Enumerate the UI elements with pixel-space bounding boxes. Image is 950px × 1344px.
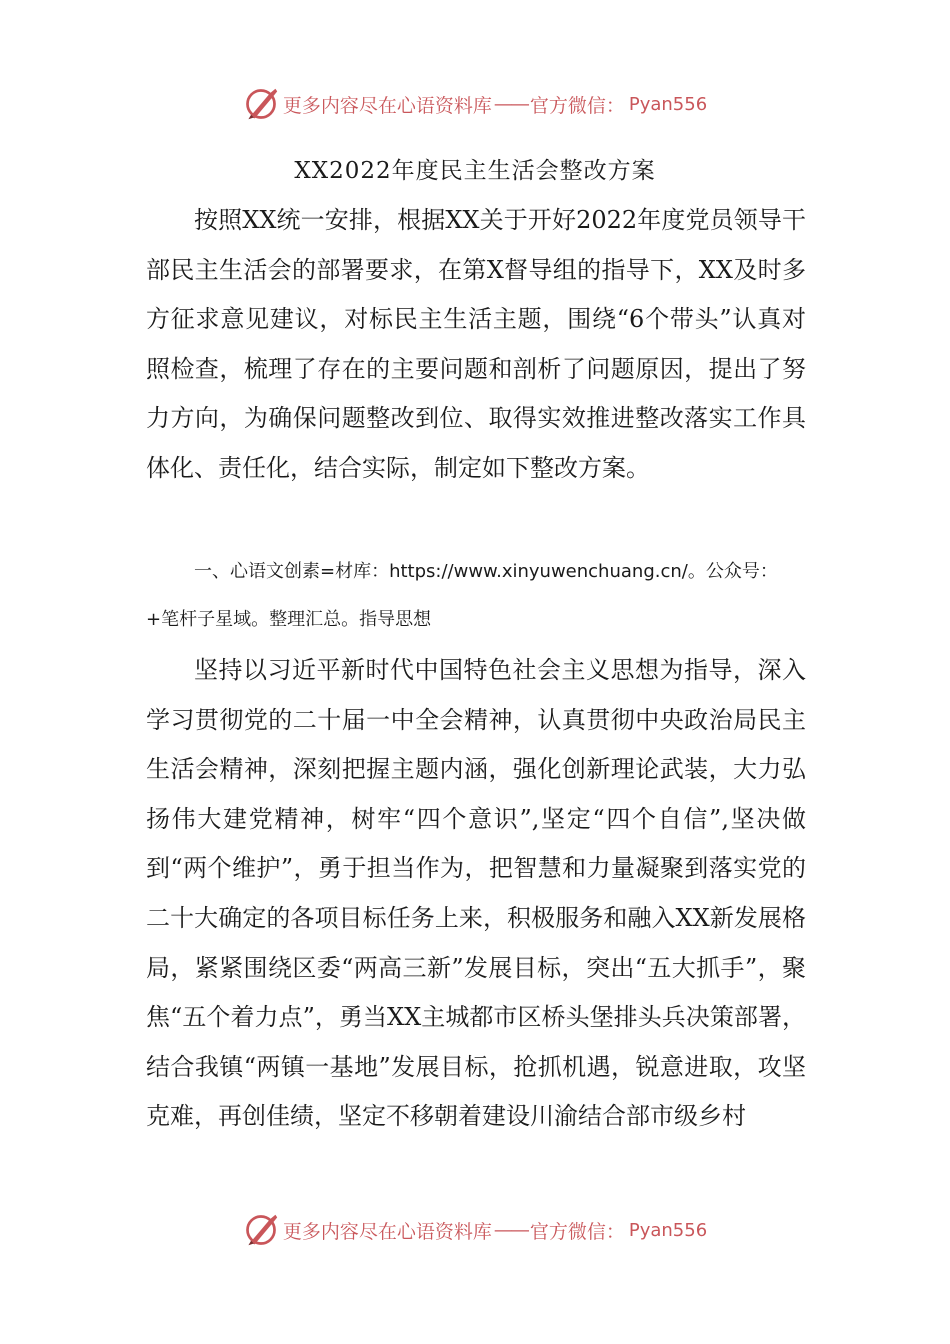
guiding-thought-paragraph: 坚持以习近平新时代中国特色社会主义思想为指导，深入学习贯彻党的二十届一中全会精神，认真贯彻中央政治局民主生活会精神，深刻把握主题内涵，强化创新理论武装，大力弘扬伟大建党精神，树牢“四个意识”,坚定“四个自信”,坚决做到“两个维护”，勇于担当作为，把智慧和力量凝聚到落实党的二十大确定的各项目标任务上来，积极服务和融入XX新发展格局，紧紧围绕区委“两高三新”发展目标，突出“五大抓手”，聚焦“五个着力点”，勇当XX主城都市区桥头堡排头兵决策部署，结合我镇“两镇一基地”发展目标，抢抓机遇，锐意进取，攻坚克难，再创佳绩，坚定不移朝着建设川渝结合部市级乡村: [146, 656, 806, 1131]
pen-logo-icon: [243, 86, 279, 122]
banner-label: 官方微信：: [529, 1220, 625, 1243]
section-heading: 一、心语文创素=材库：https://www.xinyuwenchuang.cn/。公众号：+笔杆子星域。整理汇总。指导思想: [146, 561, 778, 630]
footer-watermark-banner: [0, 1210, 950, 1250]
banner-text: 更多内容尽在心语资料库: [282, 1220, 492, 1243]
document-title: XX2022年度民主生活会整改方案: [294, 158, 656, 184]
banner-separator: ——: [493, 93, 528, 115]
banner-label: 官方微信：: [529, 94, 625, 117]
banner-text: 更多内容尽在心语资料库: [282, 94, 492, 117]
pen-logo-icon: [243, 1212, 279, 1248]
header-watermark-banner: [0, 84, 950, 124]
intro-paragraph: 按照XX统一安排，根据XX关于开好2022年度党员领导干部民主生活会的部署要求，在第X督导组的指导下，XX及时多方征求意见建议，对标民主生活主题，围绕“6个带头”认真对照检查，梳理了存在的主要问题和剖析了问题原因，提出了努力方向，为确保问题整改到位、取得实效推进整改落实工作具体化、责任化，结合实际，制定如下整改方案。: [146, 206, 806, 482]
banner-separator: ——: [493, 1219, 528, 1241]
banner-wechat-id: Pyan556: [628, 93, 708, 115]
banner-wechat-id: Pyan556: [628, 1219, 708, 1241]
